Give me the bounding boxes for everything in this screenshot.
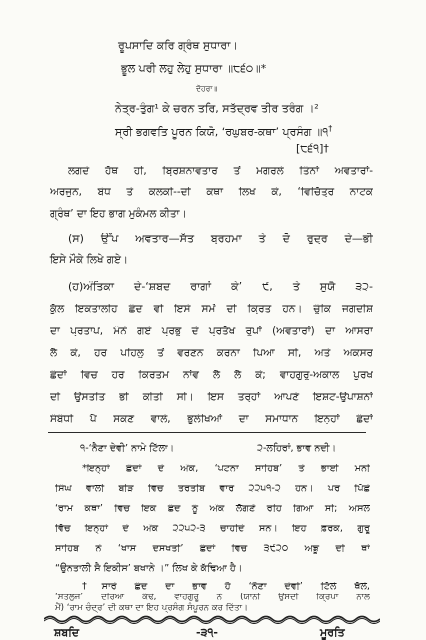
footer-right: ਮੂਰਤਿ: [320, 626, 345, 639]
star-note-line-5: ਸਾਹਿਬ ਨੇ ‘ਖਾਸ ਦਸਖਤੀ’ ਛੰਦਾਂ ਵਿਚ ੩੯੨੦ ਅਙੂ ਦੀ ਥਾਂ: [55, 544, 370, 554]
commentary-line-1: ਲਗਦੇ ਹੱਥ ਹੀ, ਬ੍ਰਿਸ਼ਨਾਵਤਾਰ ਤੋਂ ਮਗਰਲੇ ਤਿੰਨਾਂ ਅਵਤਾਰਾਂ-: [68, 166, 373, 177]
verse-line-4: [115, 125, 332, 138]
page-number: -੩੧-: [196, 626, 218, 639]
commentary-line-11: ਦੀ ਉਸਤਤਿ ਭੀ ਕੀਤੀ ਸੀ। ਇਸ ਤਰ੍ਹਾਂ ਆਪਣੇ ਇਸ਼ਟ-ਉਪਾਸ਼ਨਾਂ: [50, 392, 373, 403]
footnote-divider: [48, 432, 366, 433]
verse-line-4-mark: †: [328, 124, 333, 133]
verse-line-4-text: ਸ੍ਰੀ ਭਗਵਤਿ ਪੂਰਨ ਕਿਯੋ, ‘ਰਘੁਬਰ-ਕਥਾ’ ਪ੍ਰਸੰਗ ॥੧: [115, 125, 329, 139]
star-note-line-1: *ਇਨ੍ਹਾਂ ਛੰਦਾਂ ਦੇ ਅੰਕ, ‘ਪਟਨਾ ਸਾਹਿਬ’ ਤੇ ਭਾਈ ਮਨੀ: [82, 464, 370, 474]
commentary-line-4: (ਸ) ਉੱਪ ਅਵਤਾਰ—ਸੱਤ ਬ੍ਰਹਮਾ ਤੇ ਦੋ ਰੁਦ੍ਰ ਦੇ—ਭੀ: [68, 233, 373, 244]
footnote-1: ੧-‘ਨੈਣਾ ਦੇਵੀ’ ਨਾਮੇ ਟਿੱਲਾ।: [80, 443, 175, 454]
verse-line-5: [੮੬੧]†: [296, 142, 329, 155]
decorative-border: [44, 614, 380, 624]
star-note-line-3: ‘ਰਾਮ ਕਥਾ’ ਵਿਚ ਇਕ ਛੰਦ ਨੂੰ ਅੰਕ ਲੱਗਣੋਂ ਰਹਿ ਗਿਆ ਸੀ; ਅਸਲ: [55, 504, 370, 514]
commentary-line-5: ਇਸੇ ਮੌਕੇ ਲਿਖੇ ਗਏ।: [50, 254, 128, 266]
footer-left: ਸ਼ਬਦਿ: [54, 626, 80, 639]
verse-line-3: ਨੇਤ੍ਰ-ਤੁੰਗ¹ ਕੇ ਚਰਨ ਤਰਿ, ਸਤੱਦ੍ਰਵ ਤੀਰ ਤਰੰਗ ।²: [115, 102, 319, 115]
footnote-2: ੨-ਲਹਿਰਾਂ, ਭਾਵ ਨਦੀ।: [257, 443, 337, 454]
dagger-note-line-1: †ਸਾਰੇ ਛੰਦ ਦਾ ਭਾਵ ਹੈ ‘ਨੈਣਾ ਦੇਵੀ’ ਟਿੱਲੇ ਥੱਲੇ,: [82, 582, 370, 592]
commentary-line-8: ਦਾ ਪ੍ਰਤਾਪ, ਮੰਨੇ ਗਏ ਪ੍ਰਭੂ ਦੇ ਪ੍ਰਤੱਖ ਰੂਪਾਂ (ਅਵਤਾਰਾਂ) ਦਾ ਆਸਰਾ: [50, 326, 373, 337]
commentary-line-3: ਗ੍ਰੰਥ’ ਦਾ ਇਹ ਭਾਗ ਮੁਕੰਮਲ ਕੀਤਾ।: [50, 208, 187, 220]
verse-line-1: ਰੂਪਸਾਦਿ ਕਰਿ ਗ੍ਰੰਥ ਸੁਧਾਰਾ।: [118, 39, 238, 52]
commentary-line-10: ਛੰਦਾਂ ਵਿਚ ਹਰ ਕਿਰਤਮ ਨਾਂਵ ਲੈ ਲੈ ਕੇ; ਵਾਹਗੁਰੂ-ਅਕਾਲ ਪੁਰਖ: [50, 370, 373, 381]
star-note-line-2: ਸਿੰਘ ਵਾਲੀ ਬੀੜ ਵਿਚ ਤਰਤੀਬ ਵਾਰ ੨੨੫੧-੨ ਹਨ। ਪਰ ਪਿੱਛੇ: [55, 484, 370, 494]
commentary-line-9: ਲੈ ਕੇ, ਹਰ ਪਹਿਲੂ ਤੋਂ ਵਰਣਨ ਕਰਨਾ ਪਿਆ ਸੀ, ਅਤੇ ਅਕਸਰ: [50, 348, 373, 359]
verse-line-2: ਭੂਲ ਪਰੀ ਲਹੁ ਲੇਹੁ ਸੁਧਾਰਾ ॥੮੬੦॥*: [121, 62, 267, 75]
doha-heading: ਦੋਹਰਾ॥: [196, 84, 218, 93]
dagger-note-line-2: ‘ਸਤਲੁਜ’ ਦਰਿਆ ਕੰਢੇ, ਵਾਹਗੁਰੂ ਨੇ (ਯਾਨੀ ਉਸਦੀ ਕ੍ਰਿਪਾ ਨਾਲ: [55, 593, 370, 602]
commentary-line-2: ਅਰਜੁਨ, ਬੋਧ ਤੇ ਕਲਕੀ--ਦੀ ਕਥਾ ਲਿਖ ਕੇ, ‘ਵਿਚਿੱਤ੍ਰ ਨਾਟਕ: [50, 187, 373, 198]
commentary-line-12: ਸੰਬੰਧੀ ਪੈ ਸਕਣ ਵਾਲੇ, ਭੁਲੇਖਿਆਂ ਦਾ ਸਮਾਧਾਨ ਇਨ੍ਹਾਂ ਛੰਦਾਂ: [50, 414, 373, 425]
commentary-line-6: (ਹ)ਅੰਤਿਕਾ ਦੇ-‘ਸ਼ਬਦ ਰਾਗਾਂ ਕੇ’ ੯, ਤੇ ਸੁਯੈ ੩੨-: [68, 281, 373, 292]
star-note-line-6: “ਉਨਤਾਲੀ ਸੈ ਇਕੀਸ’ ਬਖਾਨੇ ।” ਲਿਖ ਕੇ ਕੱਢਿਆ ਹੈ।: [55, 563, 243, 574]
star-note-line-4: ਵਿੱਚ ਇਨ੍ਹਾਂ ਦੇ ਅੰਕ ੨੨੫੨-੩ ਚਾਹੀਦੇ ਸਨ। ਇਹ ਫ਼ਰਕ, ਗੁਰੂ: [55, 524, 370, 534]
dagger-note-line-3: ਮੈਂ) ‘ਰਾਮ ਚੰਦ੍ਰ’ ਦੀ ਕਥਾ ਦਾ ਇਹ ਪ੍ਰਸੰਗ ਸੰਪੂਰਨ ਕਰ ਦਿੱਤਾ।: [55, 603, 248, 613]
commentary-line-7: ਕੁੱਲ ਇਕਤਾਲੀਹ ਛੰਦ ਵੀ ਇਸੇ ਸਮੇਂ ਦੀ ਕ੍ਰਿਤ ਹਨ। ਚੂੰਕਿ ਜਗਦੀਸ਼: [50, 304, 373, 315]
